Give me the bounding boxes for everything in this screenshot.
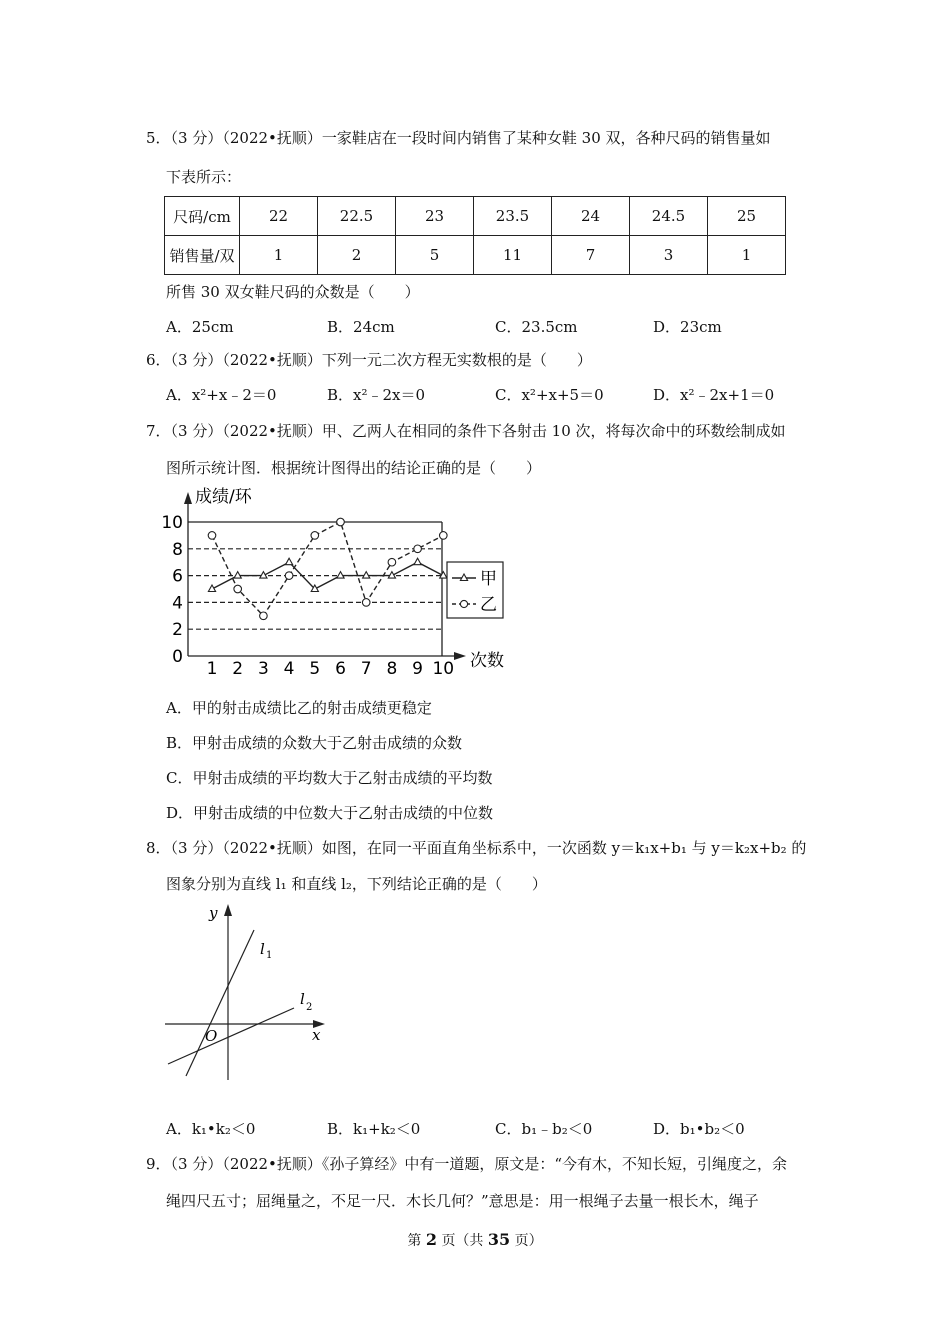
legend-label: 甲 <box>480 569 497 589</box>
q6-option-d: D．x²﹣2x+1＝0 <box>653 386 775 404</box>
table-cell: 23.5 <box>474 197 552 236</box>
origin-label: O <box>205 1027 218 1045</box>
table-cell: 22.5 <box>318 197 396 236</box>
x-tick-label: 4 <box>283 659 295 679</box>
table-row <box>165 197 786 236</box>
y-axis-arrow <box>224 904 232 916</box>
y-tick-label: 6 <box>172 566 183 587</box>
y-tick-label: 0 <box>172 647 183 667</box>
table-cell: 25 <box>708 197 786 236</box>
table-cell: 5 <box>396 236 474 275</box>
table-cell: 11 <box>474 236 552 275</box>
q5-option-c: C．23.5cm <box>495 318 578 336</box>
legend-label: 乙 <box>480 595 497 615</box>
x-tick-label: 7 <box>360 659 372 679</box>
data-point-jia <box>337 572 344 579</box>
table-cell: 24 <box>552 197 630 236</box>
size-table <box>164 196 786 275</box>
table-cell: 1 <box>240 236 318 275</box>
x-axis-title: 次数 <box>470 651 504 671</box>
data-point-jia <box>234 572 241 579</box>
data-point-jia <box>286 558 293 565</box>
y-tick-label: 4 <box>172 593 183 614</box>
x-tick-label: 10 <box>432 659 455 679</box>
data-point-yi <box>234 585 242 593</box>
table-head-size: 尺码/cm <box>165 197 240 236</box>
x-tick-label: 5 <box>309 659 321 679</box>
q5-option-b: B．24cm <box>327 318 395 336</box>
q5-line2: 下表所示： <box>166 168 242 186</box>
x-tick-label: 3 <box>257 659 269 679</box>
l1-label: l <box>260 940 265 958</box>
q8-option-c: C．b₁﹣b₂＜0 <box>495 1120 593 1138</box>
q9-line1: 9．（3 分）（2022•抚顺）《孙子算经》中有一道题，原文是：“今有木，不知长短，引绳度之，余 <box>146 1155 788 1173</box>
q8-option-b: B．k₁+k₂＜0 <box>327 1120 421 1138</box>
table-cell: 23 <box>396 197 474 236</box>
x-tick-label: 1 <box>206 659 218 679</box>
q7-option-b: B．甲射击成绩的众数大于乙射击成绩的众数 <box>166 734 463 752</box>
shooting-score-chart <box>160 482 520 680</box>
data-point-jia <box>414 558 421 565</box>
x-tick-label: 8 <box>386 659 398 679</box>
footer-pre: 第 <box>407 1233 422 1249</box>
x-axis-label: x <box>312 1026 321 1044</box>
x-tick-label: 6 <box>335 659 346 679</box>
y-tick-label: 8 <box>172 539 183 560</box>
table-head-count: 销售量/双 <box>165 236 240 275</box>
q9-line2: 绳四尺五寸；屈绳量之，不足一尺．木长几何？”意思是：用一根绳子去量一根长木，绳子 <box>166 1192 759 1210</box>
y-tick-label: 10 <box>161 513 183 533</box>
y-axis-title: 成绩/环 <box>195 487 252 507</box>
table-cell: 1 <box>708 236 786 275</box>
q7-line1: 7．（3 分）（2022•抚顺）甲、乙两人在相同的条件下各射击 10 次，将每次命中的环数绘制成如 <box>146 422 786 440</box>
x-axis-arrow <box>454 652 466 660</box>
q8-option-d: D．b₁•b₂＜0 <box>653 1120 745 1138</box>
table-row <box>165 236 786 275</box>
y-axis-label: y <box>209 904 218 922</box>
q6-option-c: C．x²+x+5＝0 <box>495 386 604 404</box>
data-point-yi <box>208 532 216 540</box>
table-cell: 3 <box>630 236 708 275</box>
series-line-2 <box>212 522 443 616</box>
data-point-yi <box>337 518 345 526</box>
q5-line1: 5．（3 分）（2022•抚顺）一家鞋店在一段时间内销售了某种女鞋 30 双，各种尺码的销售量如 <box>146 129 771 147</box>
q5-option-d: D．23cm <box>653 318 722 336</box>
x-tick-label: 9 <box>412 659 424 679</box>
l2-subscript: 2 <box>306 1002 313 1013</box>
table-cell: 2 <box>318 236 396 275</box>
data-point-yi <box>260 612 268 620</box>
table-cell: 22 <box>240 197 318 236</box>
q6-line1: 6．（3 分）（2022•抚顺）下列一元二次方程无实数根的是（ ） <box>146 351 592 369</box>
footer-mid: 页（共 <box>441 1233 484 1249</box>
data-point-yi <box>414 545 422 553</box>
footer-post: 页） <box>514 1233 543 1249</box>
x-tick-label: 2 <box>232 659 244 679</box>
q5-option-a: A．25cm <box>166 318 234 336</box>
data-point-yi <box>311 532 319 540</box>
data-point-jia <box>363 572 370 579</box>
page-footer <box>0 1230 950 1250</box>
q7-option-a: A．甲的射击成绩比乙的射击成绩更稳定 <box>166 699 432 717</box>
table-cell: 7 <box>552 236 630 275</box>
q7-option-d: D．甲射击成绩的中位数大于乙射击成绩的中位数 <box>166 804 494 822</box>
l2-label: l <box>300 990 305 1008</box>
table-cell: 24.5 <box>630 197 708 236</box>
footer-page-number: 2 <box>425 1230 437 1249</box>
footer-total-pages: 35 <box>487 1230 511 1249</box>
q8-line1: 8．（3 分）（2022•抚顺）如图，在同一平面直角坐标系中，一次函数 y＝k₁x+b₁ 与 y＝k₂x+b₂ 的 <box>146 839 807 857</box>
data-point-yi <box>285 572 293 580</box>
q8-line2: 图象分别为直线 l₁ 和直线 l₂，下列结论正确的是（ ） <box>166 875 547 893</box>
legend-marker-circle <box>460 600 467 607</box>
line-l1 <box>186 930 254 1076</box>
line-l2 <box>168 1008 294 1064</box>
q8-option-a: A．k₁•k₂＜0 <box>166 1120 256 1138</box>
data-point-yi <box>362 599 370 607</box>
data-point-yi <box>388 558 396 566</box>
y-axis-arrow <box>184 492 192 504</box>
q7-option-c: C．甲射击成绩的平均数大于乙射击成绩的平均数 <box>166 769 493 787</box>
data-point-yi <box>440 532 448 540</box>
q7-line2: 图所示统计图．根据统计图得出的结论正确的是（ ） <box>166 459 542 477</box>
q6-option-a: A．x²+x﹣2＝0 <box>166 386 277 404</box>
q6-option-b: B．x²﹣2x＝0 <box>327 386 426 404</box>
y-tick-label: 2 <box>172 620 183 641</box>
q5-stem: 所售 30 双女鞋尺码的众数是（ ） <box>166 283 420 301</box>
l1-subscript: 1 <box>266 950 273 961</box>
coordinate-graph <box>160 900 340 1085</box>
